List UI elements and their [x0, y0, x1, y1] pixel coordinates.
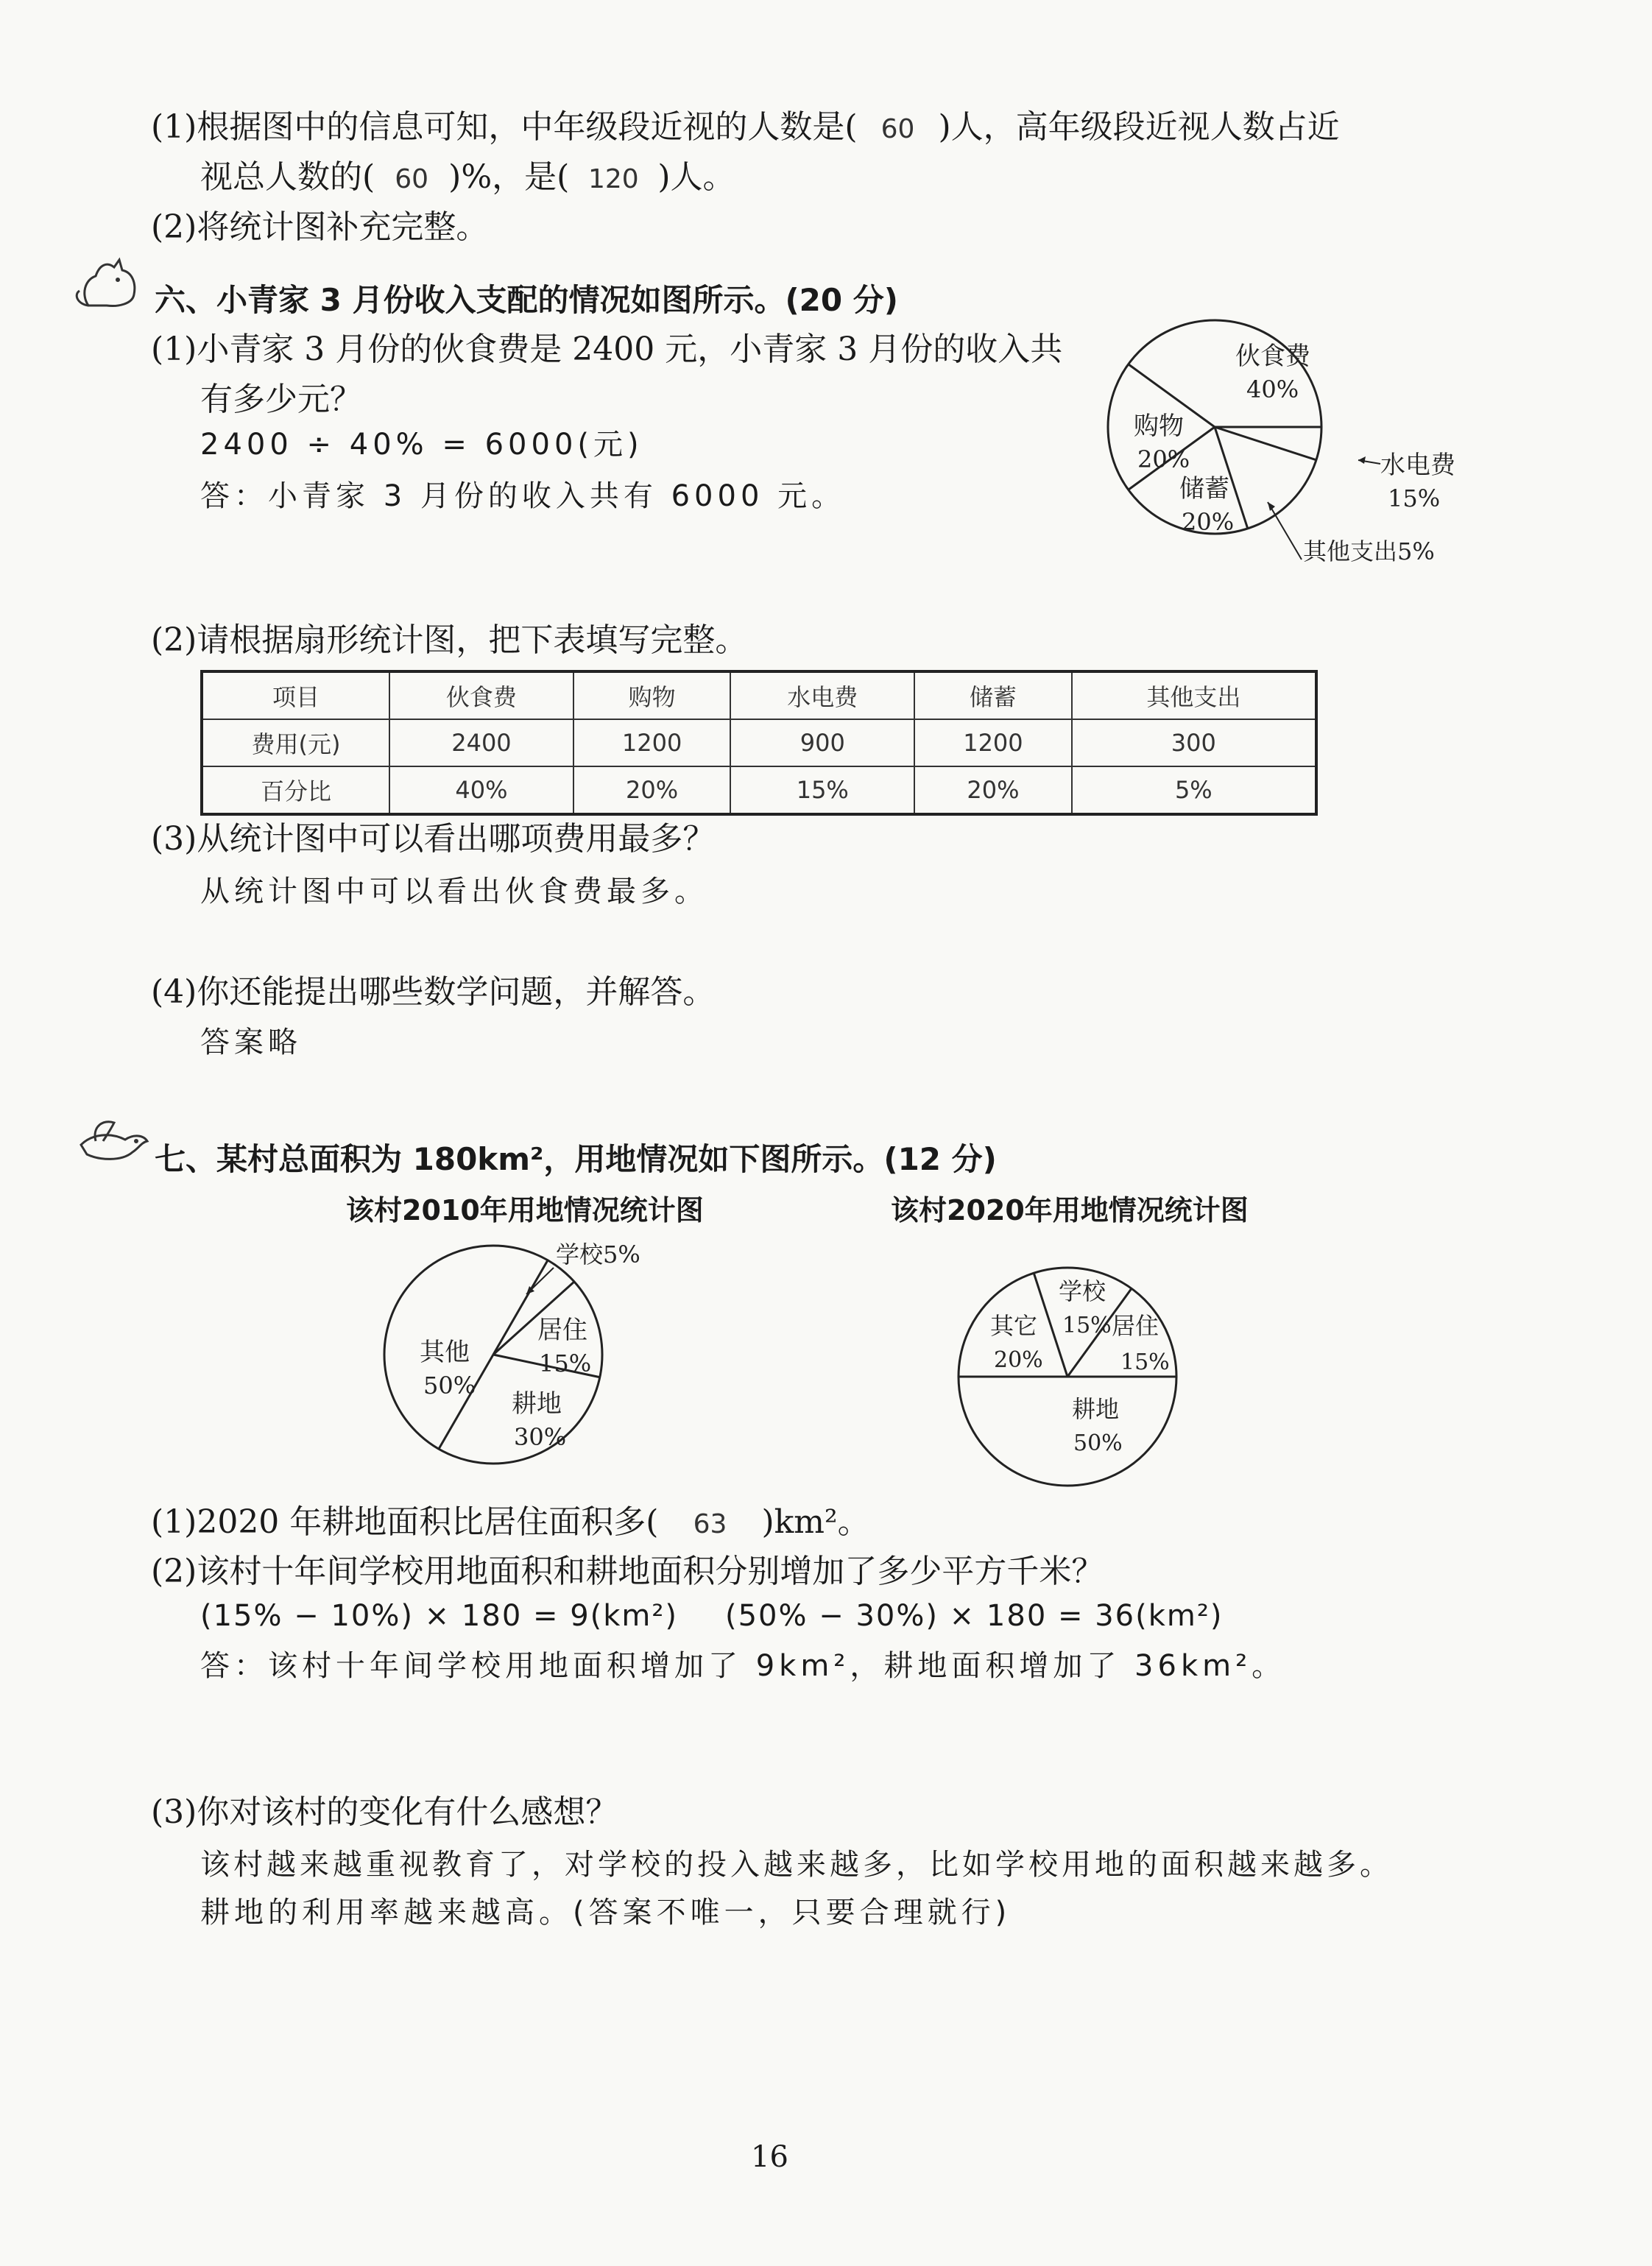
- pie1-value-utilities: 15%: [1388, 484, 1441, 512]
- pie3-label-residential: 居住: [1112, 1312, 1159, 1340]
- pie-chart-income: [1104, 317, 1487, 582]
- pie1-value-food: 40%: [1246, 375, 1299, 403]
- page-number: 16: [751, 2140, 788, 2174]
- chart-2010-title: 该村2010年用地情况统计图: [346, 1194, 704, 1226]
- pie2-slice-3-其他: [439, 1355, 493, 1449]
- prev-q1-text-b: )人，高年级段近视人数占近: [938, 108, 1340, 146]
- expense-table: [200, 670, 1318, 816]
- pie3-label-other: 其它: [990, 1312, 1038, 1340]
- table-cell: 1200: [914, 719, 1071, 766]
- section7-q2: (2)该村十年间学校用地面积和耕地面积分别增加了多少平方千米？: [151, 1553, 1104, 1590]
- table-row: [202, 671, 1316, 719]
- cat-icon: [74, 254, 155, 313]
- pie2-value-residential: 15%: [539, 1349, 592, 1377]
- pie2-label-school: 学校5%: [556, 1240, 640, 1268]
- pie1-label-savings: 储蓄: [1179, 474, 1229, 504]
- table-row: [202, 766, 1316, 814]
- section6-q2: (2)请根据扇形统计图，把下表填写完整。: [151, 621, 748, 659]
- section7-q3: (3)你对该村的变化有什么感想？: [151, 1793, 618, 1831]
- prev-q1-text-e: )人。: [657, 158, 735, 196]
- section6-heading: 六、小青家 3 月份收入支配的情况如图所示。(20 分): [155, 282, 898, 318]
- section7-q3-answer-line1: 该村越来越重视教育了，对学校的投入越来越多，比如学校用地的面积越来越多。: [200, 1848, 1393, 1882]
- prev-q1-line2: [200, 155, 735, 202]
- table-cell: 1200: [573, 719, 730, 766]
- pie1-value-shopping: 20%: [1137, 445, 1190, 473]
- table-cell: 储蓄: [914, 671, 1071, 719]
- table-row: [202, 719, 1316, 766]
- pie3-value-school: 15%: [1062, 1313, 1112, 1338]
- pie1-label-utilities: 水电费: [1380, 451, 1455, 480]
- table-cell: 百分比: [202, 766, 389, 814]
- table-cell: 15%: [730, 766, 914, 814]
- section6-q3: (3)从统计图中可以看出哪项费用最多？: [151, 820, 716, 858]
- pie2-value-other: 50%: [423, 1372, 476, 1400]
- pie3-label-school: 学校: [1059, 1277, 1106, 1305]
- section7-q2-calc2: (50% − 30%) × 180 = 36(km²): [725, 1599, 1224, 1633]
- section7-q3-answer-line2: 耕地的利用率越来越高。(答案不唯一，只要合理就行): [200, 1896, 1012, 1930]
- section7-heading: 七、某村总面积为 180km²，用地情况如下图所示。(12 分): [155, 1141, 997, 1177]
- bird-icon: [74, 1112, 155, 1171]
- section6-q1-line2: 有多少元？: [200, 381, 362, 418]
- section6-q3-answer: 从统计图中可以看出伙食费最多。: [200, 875, 708, 908]
- section7-q2-answer: 答：该村十年间学校用地面积增加了 9km²，耕地面积增加了 36km²。: [200, 1649, 1286, 1683]
- pie3-label-farmland: 耕地: [1072, 1395, 1120, 1423]
- pie-chart-2010: [383, 1237, 692, 1487]
- table-cell: 300: [1072, 719, 1316, 766]
- pie2-label-other: 其他: [420, 1338, 470, 1367]
- pie1-label-shopping: 购物: [1134, 412, 1184, 441]
- pie3-value-farmland: 50%: [1073, 1430, 1123, 1456]
- pie2-label-residential: 居住: [537, 1316, 587, 1345]
- prev-q1-line1: [151, 105, 1340, 152]
- section7-q1-text-a: (1)2020 年耕地面积比居住面积多(: [151, 1503, 659, 1541]
- table-cell: 费用(元): [202, 719, 389, 766]
- chart-2020-title: 该村2020年用地情况统计图: [891, 1194, 1249, 1226]
- prev-q1-text-d: )%，是(: [448, 158, 570, 196]
- pie2-value-farmland: 30%: [514, 1423, 567, 1451]
- table-cell: 水电费: [730, 671, 914, 719]
- table-cell: 20%: [914, 766, 1071, 814]
- section7-q1-answer: 63: [693, 1509, 727, 1539]
- table-cell: 购物: [573, 671, 730, 719]
- pie1-value-savings: 20%: [1182, 508, 1235, 536]
- pie1-label-food: 伙食费: [1235, 342, 1310, 371]
- section6-q4: (4)你还能提出哪些数学问题，并解答。: [151, 973, 716, 1011]
- table-cell: 40%: [389, 766, 573, 814]
- table-cell: 其他支出: [1072, 671, 1316, 719]
- prev-q2: (2)将统计图补充完整。: [151, 208, 489, 246]
- section7-q2-calc1: (15% − 10%) × 180 = 9(km²): [200, 1599, 679, 1633]
- prev-q1-answer-1: 60: [880, 114, 915, 144]
- pie-chart-2020: [957, 1252, 1207, 1494]
- section6-q1-calc: 2400 ÷ 40% = 6000(元): [200, 428, 643, 462]
- section7-q1: [151, 1500, 870, 1547]
- pie2-label-farmland: 耕地: [512, 1389, 562, 1419]
- table-cell: 2400: [389, 719, 573, 766]
- prev-q1-text-a: (1)根据图中的信息可知，中年级段近视的人数是(: [151, 108, 858, 146]
- table-cell: 20%: [573, 766, 730, 814]
- prev-q1-answer-2: 60: [395, 164, 429, 194]
- prev-q1-text-c: 视总人数的(: [200, 158, 375, 196]
- section6-q1-line1: (1)小青家 3 月份的伙食费是 2400 元，小青家 3 月份的收入共: [151, 331, 1063, 368]
- section6-q4-answer: 答案略: [200, 1026, 302, 1059]
- pie1-label-other: 其他支出5%: [1303, 537, 1435, 565]
- table-cell: 伙食费: [389, 671, 573, 719]
- pie3-value-other: 20%: [994, 1347, 1043, 1373]
- table-cell: 900: [730, 719, 914, 766]
- pie1-slice-4-其他支出: [1215, 427, 1316, 460]
- pie1-arrow-other: [1268, 502, 1302, 560]
- section7-q1-text-b: )km²。: [761, 1503, 870, 1541]
- section6-q1-answer: 答：小青家 3 月份的收入共有 6000 元。: [200, 479, 846, 513]
- table-cell: 项目: [202, 671, 389, 719]
- table-cell: 5%: [1072, 766, 1316, 814]
- pie3-value-residential: 15%: [1120, 1349, 1170, 1375]
- prev-q1-answer-3: 120: [587, 164, 639, 194]
